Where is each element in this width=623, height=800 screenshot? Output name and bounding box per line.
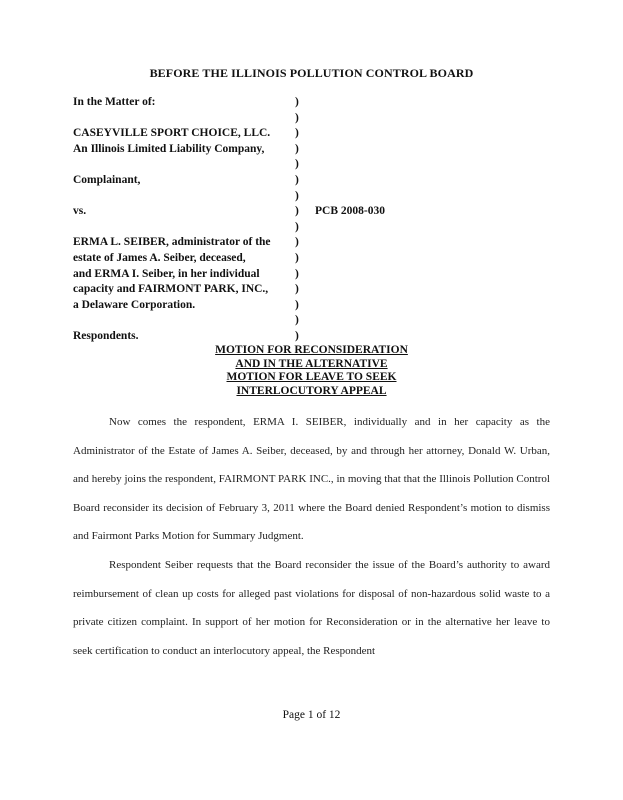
caption-paren: ) (295, 189, 299, 202)
caption-paren: ) (295, 267, 299, 280)
caption-row (73, 329, 385, 345)
caption-party-text: Respondents. (73, 329, 139, 342)
caption-paren: ) (295, 314, 299, 327)
caption-party-text: CASEYVILLE SPORT CHOICE, LLC. (73, 127, 271, 140)
case-caption (73, 95, 385, 345)
caption-row (73, 235, 385, 251)
caption-paren: ) (295, 127, 299, 140)
caption-party-text (73, 157, 295, 173)
caption-paren: ) (295, 142, 299, 155)
caption-party-text: ERMA L. SEIBER, administrator of the (73, 236, 271, 249)
caption-party-text (73, 111, 295, 127)
caption-paren: ) (295, 298, 299, 311)
caption-party-text: vs. (73, 205, 87, 218)
motion-title-line: MOTION FOR RECONSIDERATION (215, 344, 408, 356)
case-number: PCB 2008-030 (315, 205, 385, 218)
caption-row (73, 173, 385, 189)
caption-row (73, 313, 385, 329)
motion-body (73, 408, 550, 665)
caption-party-text: Complainant, (73, 173, 141, 186)
caption-paren: ) (295, 236, 299, 249)
body-paragraph-2 (73, 551, 550, 665)
caption-row (73, 111, 385, 127)
caption-row (73, 95, 385, 111)
caption-paren: ) (295, 220, 299, 233)
motion-title-line: INTERLOCUTORY APPEAL (236, 384, 387, 397)
body-paragraph-1 (73, 408, 550, 551)
motion-title-line: MOTION FOR LEAVE TO SEEK (226, 371, 397, 383)
caption-row (73, 220, 385, 236)
caption-party-text (73, 313, 295, 329)
caption-paren: ) (295, 283, 299, 296)
caption-paren: ) (295, 329, 299, 342)
caption-party-text: and ERMA I. Seiber, in her individual (73, 267, 260, 280)
board-heading: BEFORE THE ILLINOIS POLLUTION CONTROL BOARD (149, 66, 474, 80)
caption-paren: ) (295, 205, 299, 218)
caption-row (73, 267, 385, 283)
caption-row (73, 251, 385, 267)
caption-party-text: a Delaware Corporation. (73, 298, 196, 311)
caption-party-text: capacity and FAIRMONT PARK, INC., (73, 283, 269, 296)
caption-paren: ) (295, 96, 299, 108)
caption-paren: ) (295, 251, 299, 264)
caption-paren: ) (295, 158, 299, 171)
page-number: Page 1 of 12 (282, 709, 341, 721)
caption-row (73, 189, 385, 205)
caption-party-text (73, 220, 295, 236)
caption-party-text: An Illinois Limited Liability Company, (73, 142, 265, 155)
caption-party-text: In the Matter of: (73, 96, 156, 108)
caption-row (73, 282, 385, 298)
paragraph-1-text: Now comes the respondent, ERMA I. SEIBER, individually and in her capacity as the Administrator of the Estate of James A. Seiber, deceased, by and through her attorney, Donald W. Urban, and hereby joins the respondent, FAIRMONT PARK INC., in moving that that the Illinois Pollution Control Board reconsider its decision of February 3, 2011 where the Board denied Respondent’s motion to dismiss and Fairmont Parks Motion for Summary Judgment. (73, 416, 550, 543)
caption-row (73, 157, 385, 173)
caption-row (73, 126, 385, 142)
caption-party-text: estate of James A. Seiber, deceased, (73, 251, 246, 264)
caption-row (73, 204, 385, 220)
paragraph-2-text: Respondent Seiber requests that the Board reconsider the issue of the Board’s authority to award reimbursement of clean up costs for alleged past violations for disposal of non-hazardous solid waste to a private citizen complaint. In support of her motion for Reconsideration or in the alternative her leave to seek certification to conduct an interlocutory appeal, the Respondent (73, 558, 550, 657)
caption-row (73, 142, 385, 158)
motion-title-line: AND IN THE ALTERNATIVE (235, 357, 388, 370)
motion-title (0, 344, 623, 398)
caption-row (73, 298, 385, 314)
caption-party-text (73, 189, 295, 205)
caption-paren: ) (295, 111, 299, 124)
caption-paren: ) (295, 173, 299, 186)
